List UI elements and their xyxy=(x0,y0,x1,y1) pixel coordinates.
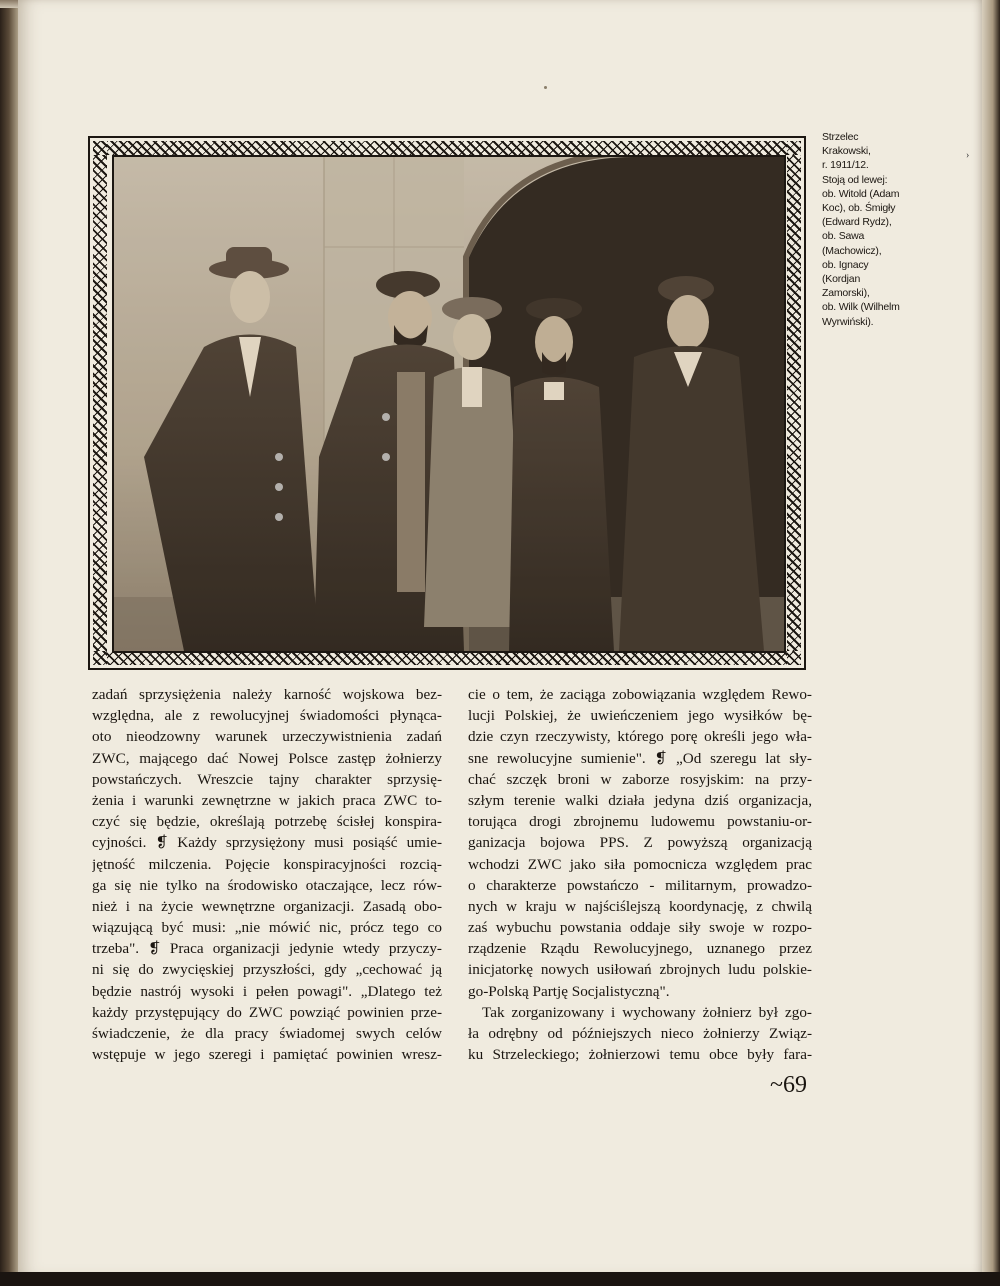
text-line: trzeba". ❡ Praca organizacji jedynie wtedy przyczy- xyxy=(92,940,442,958)
text-line: szłym terenie walki działa jedyna dziś organizacja, xyxy=(468,791,812,809)
text-line: będzie nastrój wysoki i pełen powagi". „Dlatego też xyxy=(92,982,442,1000)
text-line: nych w kraju w najściślejszą koordynację, z chwilą xyxy=(468,897,812,915)
text-line: oto nieodzowny warunek urzeczywistnienia zadań xyxy=(92,728,442,746)
text-line: czyć się będzie, określają potrzebę ścisłej konspira- xyxy=(92,813,442,831)
caption-line: ob. Sawa xyxy=(822,230,865,243)
text-line: wiązującą być musi: „nie mówić nic, prócz tego co xyxy=(92,919,442,937)
text-line: ku Strzeleckiego; żołnierzowi temu obce były fara- xyxy=(468,1046,812,1064)
text-line: nież i na życie wewnętrzne organizacji. Zasadą obo- xyxy=(92,897,442,915)
text-line: względna, ale z rewolucyjnej świadomości płynąca- xyxy=(92,707,442,725)
paper-speck xyxy=(544,86,547,89)
text-line: dzie czyn rzeczywisty, którego porę określi jego wła- xyxy=(468,728,812,746)
group-photograph xyxy=(112,155,786,653)
caption-line: r. 1911/12. xyxy=(822,159,869,172)
text-line: ZWC, mającego dać Nowej Polsce zastęp żołnierzy xyxy=(92,749,442,767)
margin-mark: › xyxy=(966,150,970,161)
text-line: rządzenie Rządu Rewolucyjnego, uznanego przez xyxy=(468,940,812,958)
text-line: ganizacja bojowa PPS. Z powyższą organizacją xyxy=(468,834,812,852)
text-line: jętność milczenia. Pojęcie konspiracyjności rozcią- xyxy=(92,855,442,873)
text-line: cyjności. ❡ Każdy sprzysiężony musi posiąść umie- xyxy=(92,834,442,852)
text-line: każdy przystępujący do ZWC powziąć powinien prze- xyxy=(92,1003,442,1021)
text-line: wstępuje w jego szeregi i pamiętać powinien wresz- xyxy=(92,1046,442,1064)
text-column-right xyxy=(468,684,812,1065)
caption-line: (Kordjan xyxy=(822,273,861,286)
caption-line: ob. Ignacy xyxy=(822,258,869,271)
text-line: żenia i warunki zewnętrzne w jakich praca ZWC to- xyxy=(92,791,442,809)
text-line: zadań sprzysiężenia należy karność wojskowa bez- xyxy=(92,686,442,703)
caption-line: (Edward Rydz), xyxy=(822,216,892,229)
text-line: powstańczych. Wreszcie tajny charakter sprzysię- xyxy=(92,770,442,788)
text-line: chać szczęk broni w zaborze rosyjskim: na przy- xyxy=(468,770,812,788)
text-line: sne rewolucyjne sumienie". ❡ „Od szeregu lat sły- xyxy=(468,749,812,767)
text-line: ga się nie tylko na środowisko otaczające, lecz rów- xyxy=(92,876,442,894)
text-line: inicjatorkę nowych usiłowań zbrojnych ludu polskie- xyxy=(468,961,812,979)
text-line: Tak zorganizowany i wychowany żołnierz był zgo- xyxy=(482,1003,812,1021)
caption-line: ob. Witold (Adam xyxy=(822,187,900,200)
photo-illustration xyxy=(114,157,784,651)
caption-line: Wyrwiński). xyxy=(822,315,874,328)
text-line: zaś wybuchu powstania oddaje siły swoje w rozpo- xyxy=(468,919,812,937)
text-line: cie o tem, że zaciąga zobowiązania względem Rewo- xyxy=(468,686,812,703)
text-line: ni się do zwycięskiej przyszłości, gdy „cechować ją xyxy=(92,961,442,979)
text-line: lucji Polskiej, że uwieńczeniem jego wysiłków bę- xyxy=(468,707,812,725)
text-line: torująca drogi zbrojnemu ludowemu powstaniu-or- xyxy=(468,813,812,831)
photo-caption xyxy=(822,130,922,329)
caption-line: Strzelec xyxy=(822,131,859,143)
text-line: ła odrębny od późniejszych nieco żołnierzy Związ- xyxy=(468,1025,812,1042)
text-column-left xyxy=(92,684,442,1065)
caption-line: Koc), ob. Śmigły xyxy=(822,202,896,215)
text-line: o charakterze powstańczo - militarnym, prowadzo- xyxy=(468,876,812,894)
page-number: ~69 xyxy=(770,1072,807,1098)
caption-line: (Machowicz), xyxy=(822,244,882,257)
caption-line: ob. Wilk (Wilhelm xyxy=(822,301,900,314)
text-line: świadczenie, że dla pracy świadomej swych celów xyxy=(92,1025,442,1042)
book-right-edge xyxy=(982,0,1000,1286)
caption-line: Zamorski), xyxy=(822,287,870,300)
caption-line: Stoją od lewej: xyxy=(822,173,888,186)
text-line: wchodzi ZWC jako siła pomocnicza względem prac xyxy=(468,855,812,873)
caption-line: Krakowski, xyxy=(822,145,871,158)
book-bottom-edge xyxy=(0,1272,1000,1286)
text-line: go-Polską Partję Socjalistyczną". xyxy=(468,982,670,1000)
